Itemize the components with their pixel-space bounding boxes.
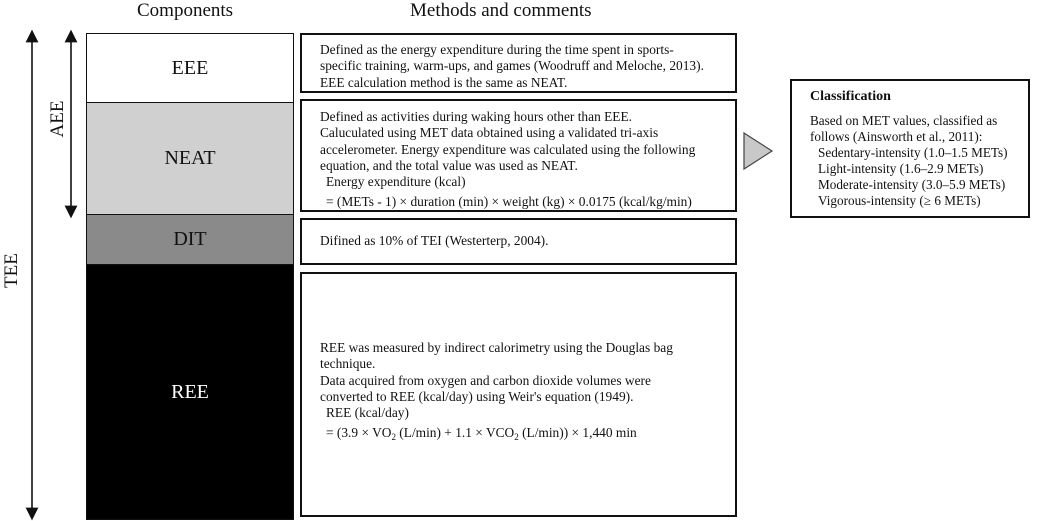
component-ree-label: REE: [171, 380, 209, 403]
eee-line-3: EEE calculation method is the same as NEAT.: [320, 74, 568, 90]
ree-formula-part1: = (3.9 × VO: [326, 425, 392, 441]
ree-line-1: REE was measured by indirect calorimetry using the Douglas bag: [320, 340, 673, 355]
dit-method-box: [300, 218, 737, 265]
component-dit: [86, 214, 294, 265]
classification-box: [790, 79, 1030, 218]
ree-line-4: converted to REE (kcal/day) using Weir's equation (1949).: [320, 388, 634, 404]
classification-intro-2: follows (Ainsworth et al., 2011):: [810, 129, 983, 144]
eee-line-2: specific training, warm-ups, and games (Woodruff and Meloche, 2013).: [320, 58, 704, 74]
ree-formula-sub1: 2: [391, 432, 396, 443]
component-dit-label: DIT: [173, 228, 207, 250]
component-neat-label: NEAT: [164, 147, 216, 169]
classification-sedentary: Sedentary-intensity (1.0–1.5 METs): [818, 145, 1008, 160]
ree-formula-label: REE (kcal/day): [326, 405, 409, 421]
ree-method-box: [300, 272, 737, 517]
classification-light: Light-intensity (1.6–2.9 METs): [818, 161, 984, 176]
neat-line-1: Defined as activities during waking hours other than EEE.: [320, 109, 632, 124]
methods-header: Methods and comments: [410, 0, 592, 21]
neat-formula-label: Energy expenditure (kcal): [326, 174, 466, 190]
ree-formula-part2: (L/min) + 1.1 × VCO: [395, 425, 515, 441]
tee-label: TEE: [1, 253, 22, 288]
neat-formula: = (METs - 1) × duration (min) × weight (kg) × 0.0175 (kcal/kg/min): [326, 194, 692, 210]
ree-formula-sub2: 2: [514, 432, 519, 443]
eee-method-box: [300, 33, 737, 93]
components-header: Components: [137, 0, 234, 21]
classification-vigorous: Vigorous-intensity (≥ 6 METs): [818, 193, 981, 208]
triangle-arrow-icon: [742, 131, 778, 171]
neat-method-box: [300, 99, 737, 212]
ree-formula-part3: (L/min)) × 1,440 min: [518, 425, 637, 441]
ree-formula: [320, 425, 727, 441]
neat-line-3: accelerometer. Energy expenditure was calculated using the following: [320, 141, 696, 157]
ree-line-3: Data acquired from oxygen and carbon dioxide volumes were: [320, 372, 651, 388]
component-neat: [86, 102, 294, 215]
neat-line-4: equation, and the total value was used as NEAT.: [320, 157, 578, 173]
classification-title: Classification: [810, 89, 891, 104]
eee-line-1: Defined as the energy expenditure during the time spent in sports-: [320, 42, 674, 57]
component-eee: [86, 33, 294, 103]
classification-moderate: Moderate-intensity (3.0–5.9 METs): [818, 177, 1006, 192]
ree-line-2: technique.: [320, 356, 376, 372]
classification-intro-1: Based on MET values, classified as: [810, 113, 998, 128]
component-ree: [86, 264, 294, 520]
neat-line-2: Caluculated using MET data obtained using a validated tri-axis: [320, 125, 659, 141]
dit-line: Difined as 10% of TEI (Westerterp, 2004).: [320, 233, 549, 249]
component-eee-label: EEE: [171, 56, 209, 79]
aee-label: AEE: [47, 100, 68, 138]
